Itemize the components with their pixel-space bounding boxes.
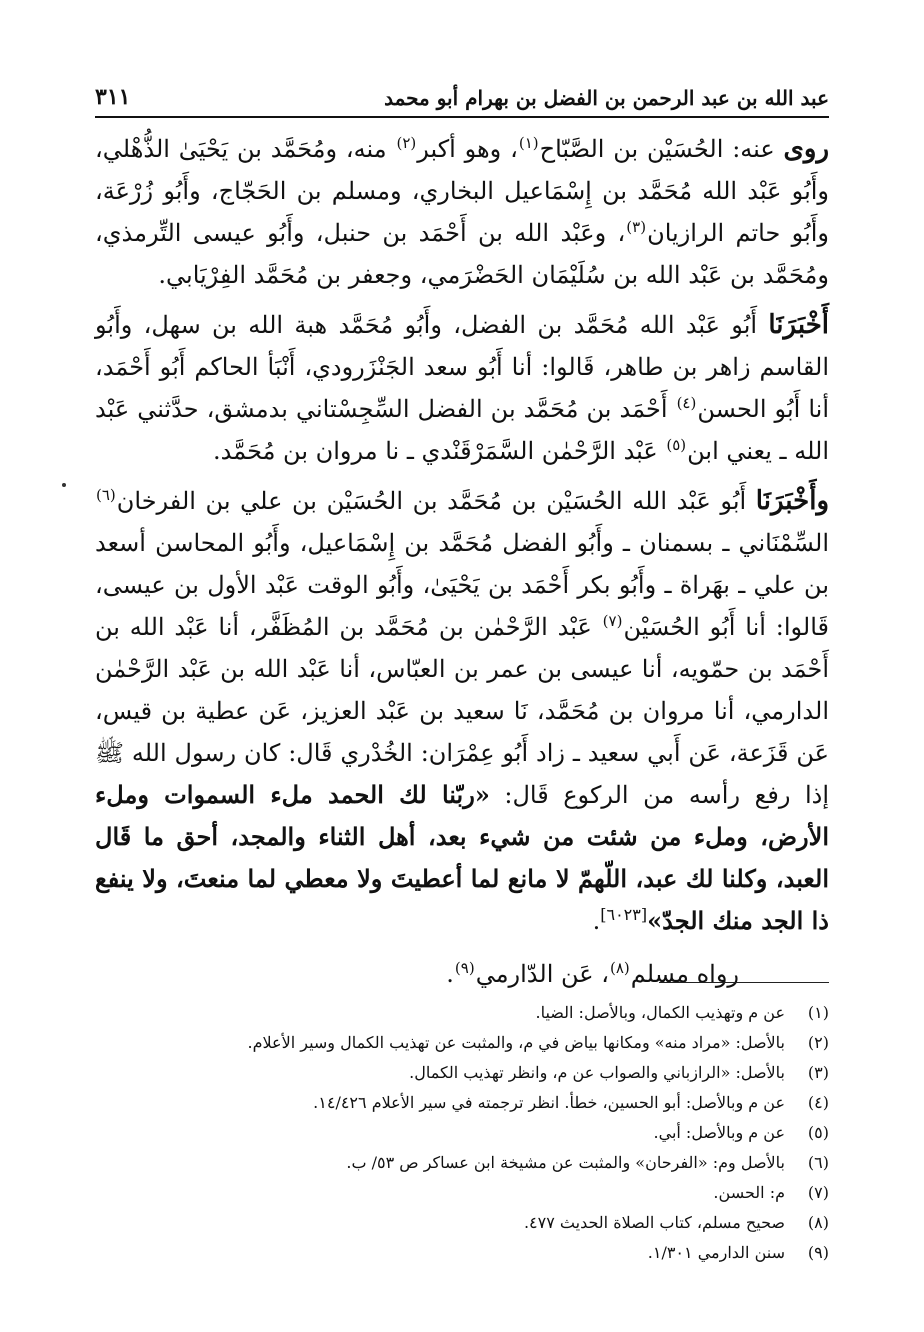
text-run: . xyxy=(592,907,601,935)
footnote-number: (٨) xyxy=(807,1213,829,1232)
footnote-text: سنن الدارمي ١/٣٠١. xyxy=(647,1243,785,1262)
paragraph-lead-word: أَخْبَرَنَا xyxy=(768,310,830,340)
footnote-item xyxy=(95,1058,829,1088)
footnote-text: صحيح مسلم، كتاب الصلاة الحديث ٤٧٧. xyxy=(523,1213,785,1232)
footnote-item xyxy=(95,998,829,1028)
text-run: أَبُو عَبْد الله الحُسَيْن بن مُحَمَّد بن الحُسَيْن بن علي بن الفرخان xyxy=(116,487,756,515)
text-run: عَبْد الرَّحْمٰن بن مُحَمَّد بن المُظَفَّر، أنا عَبْد الله بن أَحْمَد بن حمّويه، أنا عيسى بن عمر بن العبّاس، أنا عَبْد الله بن عَبْد الرَّحْمٰن الدارمي، أنا مروان بن مُحَمَّد، نَا سعيد بن عَبْد العزيز، عَن عطية بن قيس، عَن قَزَعة، عَن أَبي سعيد ـ زاد أَبُو عِمْرَان: الخُدْري قَال: كان رسول الله ﷺ إذا رفع رأسه من الركوع قَال: xyxy=(95,613,830,809)
paragraph-lead-word: وأَخْبَرَنَا xyxy=(755,486,829,516)
footnote-number: (٣) xyxy=(807,1063,829,1082)
footnote-text: بالأصل: «الرازباني والصواب عن م، وانظر تهذيب الكمال. xyxy=(409,1063,785,1082)
running-title: عبد الله بن عبد الرحمن بن الفضل بن بهرام أبو محمد xyxy=(384,86,829,110)
page-header xyxy=(95,70,829,110)
footnote-text: عن م وبالأصل: أبي. xyxy=(653,1123,785,1142)
footnote-marker: (١) xyxy=(518,134,539,152)
footnote-text: عن م وبالأصل: أبو الحسين، خطأ. انظر ترجمته في سير الأعلام ١٤/٤٢٦. xyxy=(313,1093,785,1112)
footnote-number: (٩) xyxy=(807,1243,829,1262)
hadith-reference: [٦٠٢٣] xyxy=(600,905,648,924)
text-run: . xyxy=(446,960,454,988)
text-run: رواه مسلم xyxy=(630,960,739,988)
footnote-marker: (٢) xyxy=(396,134,417,152)
paragraph-isnad-2 xyxy=(95,480,829,942)
footnote-number: (٦) xyxy=(807,1153,829,1172)
riwaya-line xyxy=(95,952,739,996)
text-run: منه، ومُحَمَّد بن يَحْيَىٰ الذُّهْلي، وأَبُو عَبْد الله مُحَمَّد بن إِسْمَاعيل البخاري، ومسلم بن الحَجّاج، وأَبُو زُرْعَة، وأَبُو حاتم الرازيان xyxy=(95,135,830,247)
main-text xyxy=(95,128,829,996)
text-run: ، عَن الدّارمي xyxy=(475,960,609,988)
footnote-marker: (٤) xyxy=(676,394,697,412)
footnote-marker: (٥) xyxy=(666,436,687,454)
footnote-marker: (٧) xyxy=(602,612,623,630)
footnote-text: عن م وتهذيب الكمال، وبالأصل: الضيا. xyxy=(535,1003,785,1022)
text-run: عَبْد الرَّحْمٰن السَّمَرْقَنْدي ـ نا مروان بن مُحَمَّد. xyxy=(212,437,666,465)
page-number: ٣١١ xyxy=(95,84,131,110)
footnote-separator xyxy=(659,982,829,983)
text-run: عنه: الحُسَيْن بن الصَّبّاح xyxy=(539,135,784,163)
paragraph-narrators xyxy=(95,128,829,296)
footnotes-list xyxy=(95,998,829,1268)
text-run: أَحْمَد بن مُحَمَّد بن الفضل السِّجِسْتاني بدمشق، حدَّثني عَبْد الله ـ يعني ابن xyxy=(95,395,829,465)
footnote-number: (١) xyxy=(807,1003,829,1022)
text-run: أَبُو عَبْد الله مُحَمَّد بن الفضل، وأَبُو مُحَمَّد هبة الله بن سهل، وأَبُو القاسم زاهر بن طاهر، قَالوا: أنا أَبُو سعد الجَنْزَرودي، أَنْبَأ الحاكم أَبُو أَحْمَد، أنا أَبُو الحسن xyxy=(95,311,829,423)
footnote-number: (٧) xyxy=(807,1183,829,1202)
header-rule xyxy=(95,116,829,118)
text-run: السِّمْنَاني ـ بسمنان ـ وأَبُو الفضل مُحَمَّد بن إِسْمَاعيل، وأَبُو المحاسن أسعد بن علي ـ بهَراة ـ وأَبُو بكر أَحْمَد بن يَحْيَىٰ، وأَبُو الوقت عَبْد الأول بن عيسى، قَالوا: أنا أَبُو الحُسَيْن xyxy=(95,529,830,641)
paragraph-isnad-1 xyxy=(95,304,829,472)
footnote-marker: (٨) xyxy=(609,959,630,977)
footnote-item xyxy=(95,1208,829,1238)
footnote-marker: (٦) xyxy=(96,486,116,504)
paragraph-lead-word: روى xyxy=(783,134,830,164)
text-run: ، وهو أكبر xyxy=(417,135,518,163)
footnote-text: بالأصل: «مراد منه» ومكانها بياض في م، والمثبت عن تهذيب الكمال وسير الأعلام. xyxy=(247,1033,785,1052)
footnote-item xyxy=(95,1028,829,1058)
footnote-marker: (٩) xyxy=(454,959,475,977)
margin-dot xyxy=(62,483,66,487)
footnote-item xyxy=(95,1118,829,1148)
footnote-item xyxy=(95,1178,829,1208)
footnote-number: (٤) xyxy=(807,1093,829,1112)
footnote-item xyxy=(95,1088,829,1118)
footnote-number: (٥) xyxy=(807,1123,829,1142)
footnote-item xyxy=(95,1238,829,1268)
footnote-marker: (٣) xyxy=(626,218,647,236)
text-run: ، وعَبْد الله بن أَحْمَد بن حنبل، وأَبُو عيسى التِّرمذي، ومُحَمَّد بن عَبْد الله بن سُلَيْمَان الحَضْرَمي، وجعفر بن مُحَمَّد الفِرْيَابي. xyxy=(95,219,829,289)
footnote-item xyxy=(95,1148,829,1178)
hadith-text: «ربّنا لك الحمد ملء السموات وملء الأرض، وملء من شئت من شيء بعد، أهل الثناء والمجد، أحق ما قَال العبد، وكلنا لك عبد، اللّهمّ لا مانع لما أعطيتَ ولا معطي لما منعتَ، ولا ينفع ذا الجد منك الجدّ» xyxy=(95,780,829,935)
footnote-text: بالأصل وم: «الفرحان» والمثبت عن مشيخة ابن عساكر ص ٥٣/ ب. xyxy=(346,1153,785,1172)
footnote-text: م: الحسن. xyxy=(713,1183,785,1202)
footnote-number: (٢) xyxy=(807,1033,829,1052)
